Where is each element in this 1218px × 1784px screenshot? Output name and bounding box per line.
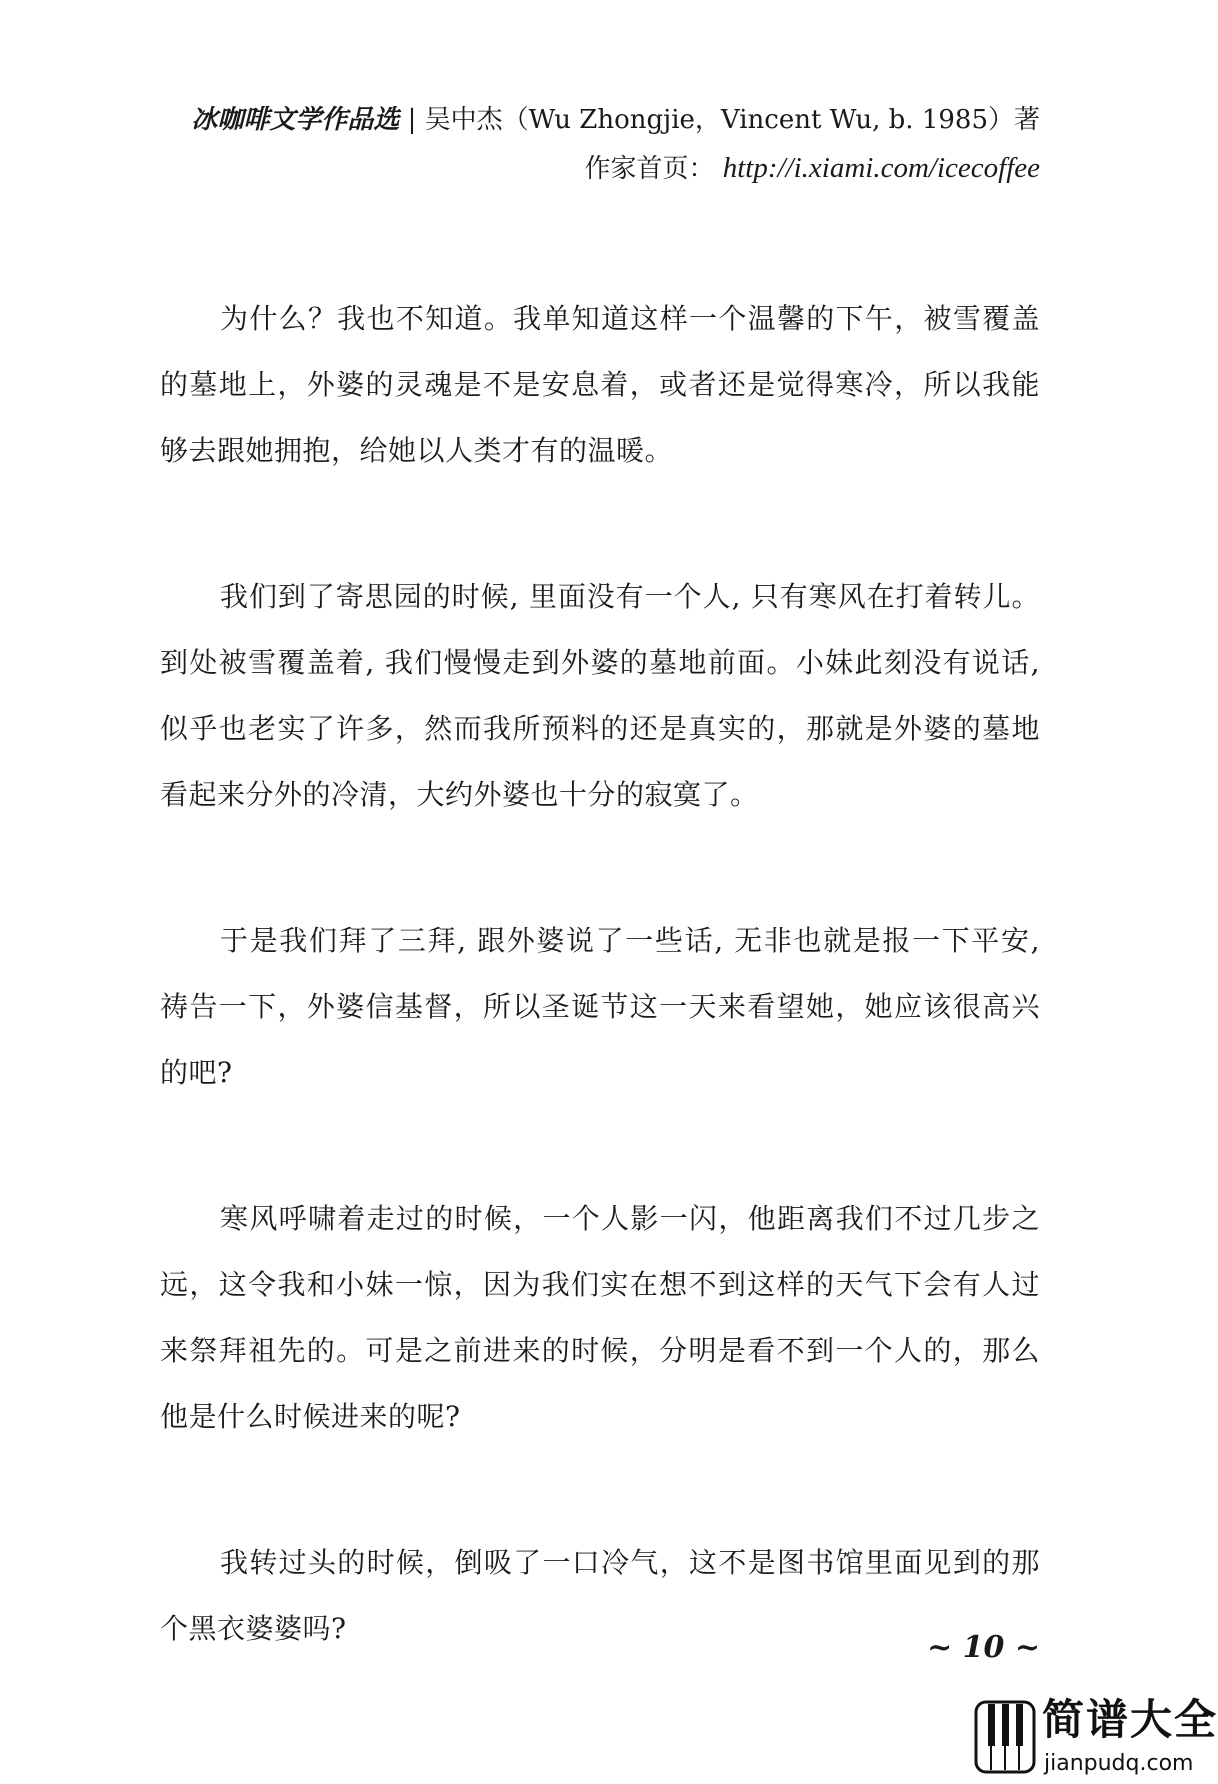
homepage-link[interactable]: http://i.xiami.com/icecoffee — [722, 152, 1040, 184]
author-credit: 吴中杰（Wu Zhongjie，Vincent Wu, b. 1985）著 — [424, 105, 1040, 135]
paragraph: 我转过头的时候，倒吸了一口冷气，这不是图书馆里面见到的那个黑衣婆婆吗? — [160, 1546, 1040, 1645]
page-header — [140, 96, 1040, 193]
piano-keys-icon — [974, 1700, 1036, 1774]
paragraph: 于是我们拜了三拜, 跟外婆说了一些话, 无非也就是报一下平安, 祷告一下，外婆信基督，所以圣诞节这一天来看望她，她应该很高兴的吧? — [160, 924, 1040, 1089]
paragraph: 为什么？我也不知道。我单知道这样一个温馨的下午，被雪覆盖的墓地上，外婆的灵魂是不是安息着，或者还是觉得寒冷，所以我能够去跟她拥抱，给她以人类才有的温暖。 — [160, 302, 1040, 467]
page-number: ~ 10 ~ — [927, 1630, 1040, 1665]
paragraph: 寒风呼啸着走过的时候，一个人影一闪，他距离我们不过几步之远，这令我和小妹一惊，因为我们实在想不到这样的天气下会有人过来祭拜祖先的。可是之前进来的时候，分明是看不到一个人的，那么他是什么时候进来的呢? — [160, 1202, 1040, 1433]
watermark-title: 简谱大全 — [1042, 1695, 1218, 1744]
site-watermark — [974, 1692, 1218, 1784]
header-separator: | — [399, 105, 425, 135]
header-title-line — [140, 96, 1040, 144]
paragraph: 我们到了寄思园的时候, 里面没有一个人, 只有寒风在打着转儿。到处被雪覆盖着, 我们慢慢走到外婆的墓地前面。小妹此刻没有说话, 似乎也老实了许多，然而我所预料的还是真实的，那就是外婆的墓地看起来分外的冷清，大约外婆也十分的寂寞了。 — [160, 580, 1040, 811]
homepage-label: 作家首页： — [584, 154, 715, 184]
homepage-line — [140, 144, 1040, 193]
collection-title: 冰咖啡文学作品选 — [191, 105, 400, 135]
article-body — [160, 286, 1040, 1742]
watermark-url: jianpudq.com — [1044, 1751, 1194, 1776]
